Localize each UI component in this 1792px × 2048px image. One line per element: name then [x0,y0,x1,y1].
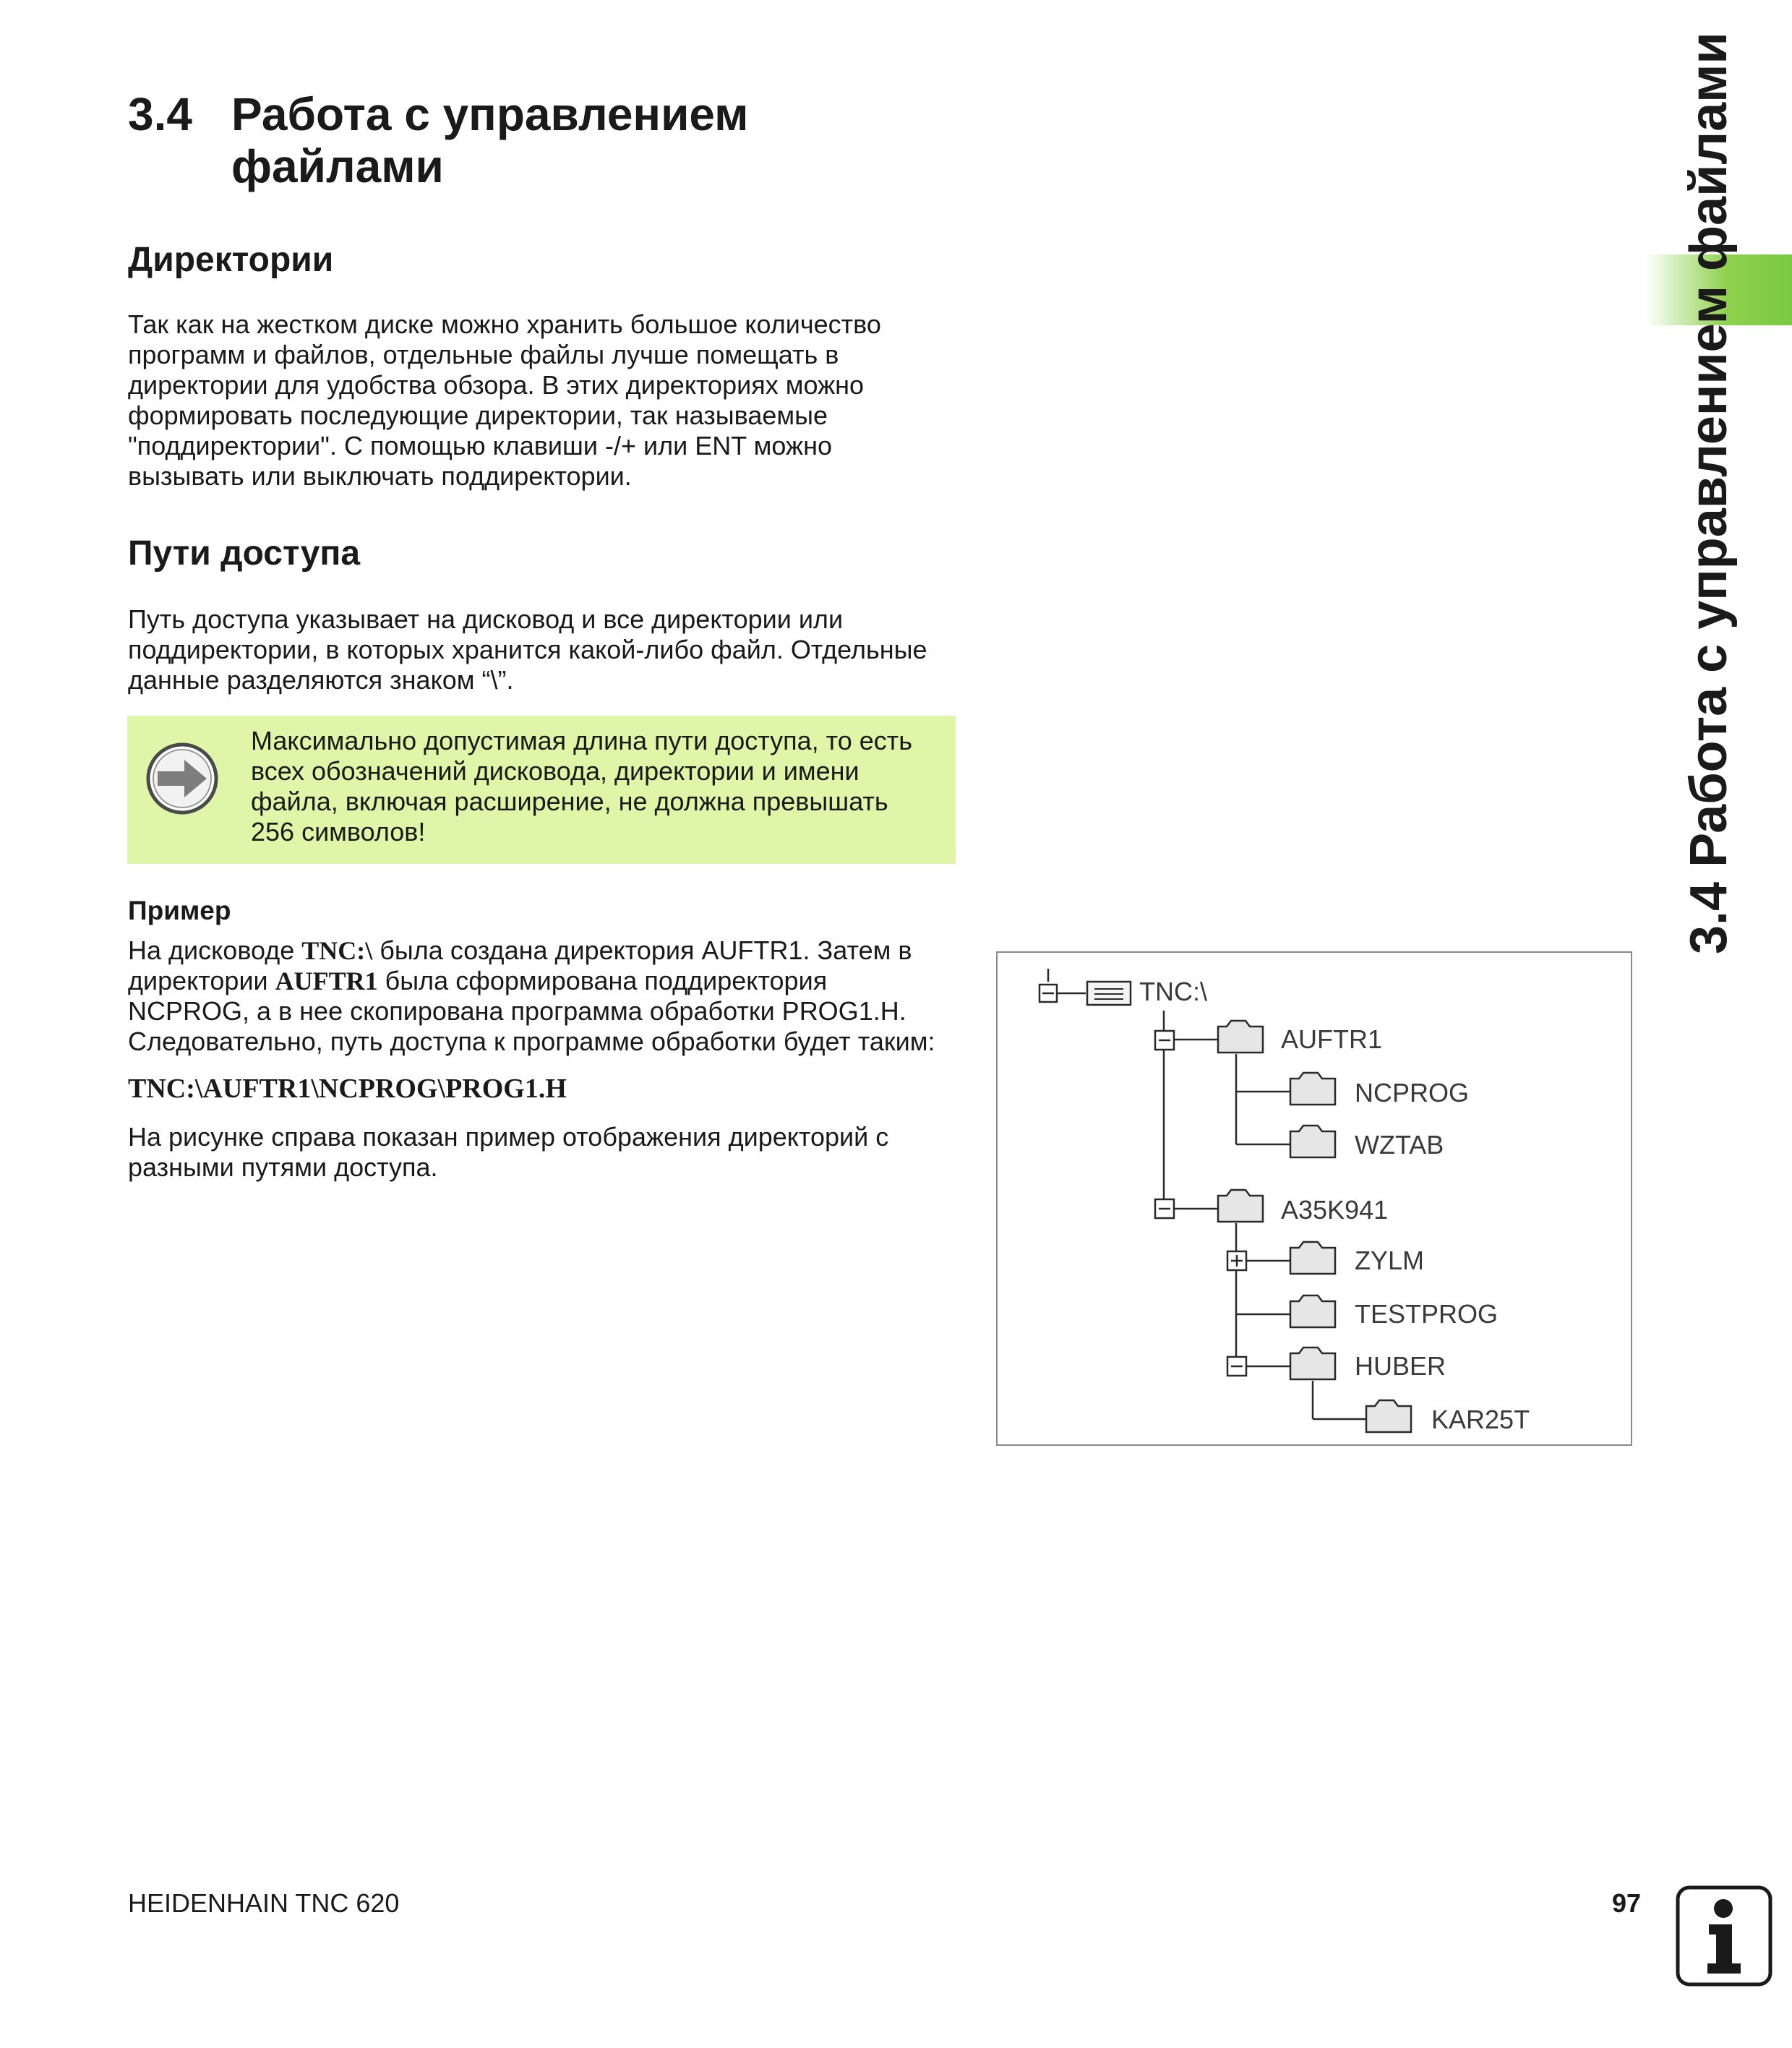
section-number: 3.4 [128,88,192,140]
tree-node-ncprog: NCPROG [1355,1078,1470,1107]
note-text [251,726,945,847]
tree-root-label: TNC:\ [1139,977,1207,1006]
note-line: 256 символов! [251,817,426,847]
text-line: NCPROG, а в нее скопирована программа обработки PROG1.H. [128,996,906,1026]
section-title [231,88,882,192]
tree-node-wztab: WZTAB [1355,1130,1444,1160]
drive-icon [1087,982,1131,1005]
folder-icon [1290,1295,1335,1327]
drive-name: TNC:\ [301,936,373,965]
note-line: всех обозначений дисковода, директории и имени [251,756,859,786]
tree-node-huber: HUBER [1355,1351,1446,1381]
info-icon [1676,1885,1772,1987]
folder-icon [1290,1126,1335,1157]
folder-icon [1290,1073,1335,1105]
folder-icon [1218,1190,1263,1222]
vertical-chapter-title: 3.4 Работа с управлением файлами [1680,32,1738,954]
text-line: На рисунке справа показан пример отображения директорий с [128,1122,889,1152]
paths-paragraph [128,604,966,695]
example-heading: Пример [128,896,231,925]
text-line: директории для удобства обзора. В этих директориях можно [128,370,865,400]
text-run: была создана директория AUFTR1. Затем в [372,935,912,965]
text-run: директории [128,966,275,995]
arrow-right-icon [145,741,220,816]
text-line: Путь доступа указывает на дисковод и все директории или [128,604,844,634]
text-line: Следовательно, путь доступа к программе обработки будет таким: [128,1027,935,1056]
folder-icon [1218,1021,1263,1053]
text-line: поддиректории, в которых хранится какой-либо файл. Отдельные [128,635,927,664]
directory-name: AUFTR1 [275,967,378,995]
text-line: данные разделяются знаком “\”. [128,665,514,695]
text-line: разными путями доступа. [128,1152,438,1182]
directories-heading: Директории [128,241,334,279]
example-paragraph [128,935,966,1057]
tree-node-a35k941: A35K941 [1281,1195,1389,1225]
section-title-line2: файлами [231,140,444,192]
page-number: 97 [1611,1888,1641,1918]
folder-icon [1290,1348,1335,1379]
example-path: TNC:\AUFTR1\NCPROG\PROG1.H [128,1074,567,1104]
example-after-paragraph [128,1122,966,1183]
text-line [128,966,966,996]
tree-node-kar25t: KAR25T [1431,1405,1530,1434]
text-line: программ и файлов, отдельные файлы лучше помещать в [128,340,839,369]
text-line: формировать последующие директории, так называемые [128,400,828,430]
folder-icon [1290,1242,1335,1274]
footer-product: HEIDENHAIN TNC 620 [128,1888,400,1918]
text-run: была сформирована поддиректория [377,966,828,995]
note-line: Максимально допустимая длина пути доступа, то есть [251,726,913,755]
text-run: На дисководе [128,935,302,965]
tree-node-zylm: ZYLM [1355,1246,1425,1275]
directory-tree-figure [996,951,1632,1446]
text-line [128,935,966,966]
folder-icon [1366,1400,1411,1432]
text-line: "поддиректории". С помощью клавиши -/+ или ENT можно [128,431,832,460]
paths-heading: Пути доступа [128,534,361,573]
section-title-line1: Работа с управлением [231,88,749,140]
text-line: вызывать или выключать поддиректории. [128,461,632,491]
directories-paragraph [128,309,966,492]
tree-node-testprog: TESTPROG [1355,1299,1499,1329]
note-line: файла, включая расширение, не должна превышать [251,787,888,816]
tree-node-auftr1: AUFTR1 [1281,1024,1383,1054]
text-line: Так как на жестком диске можно хранить большое количество [128,309,881,339]
